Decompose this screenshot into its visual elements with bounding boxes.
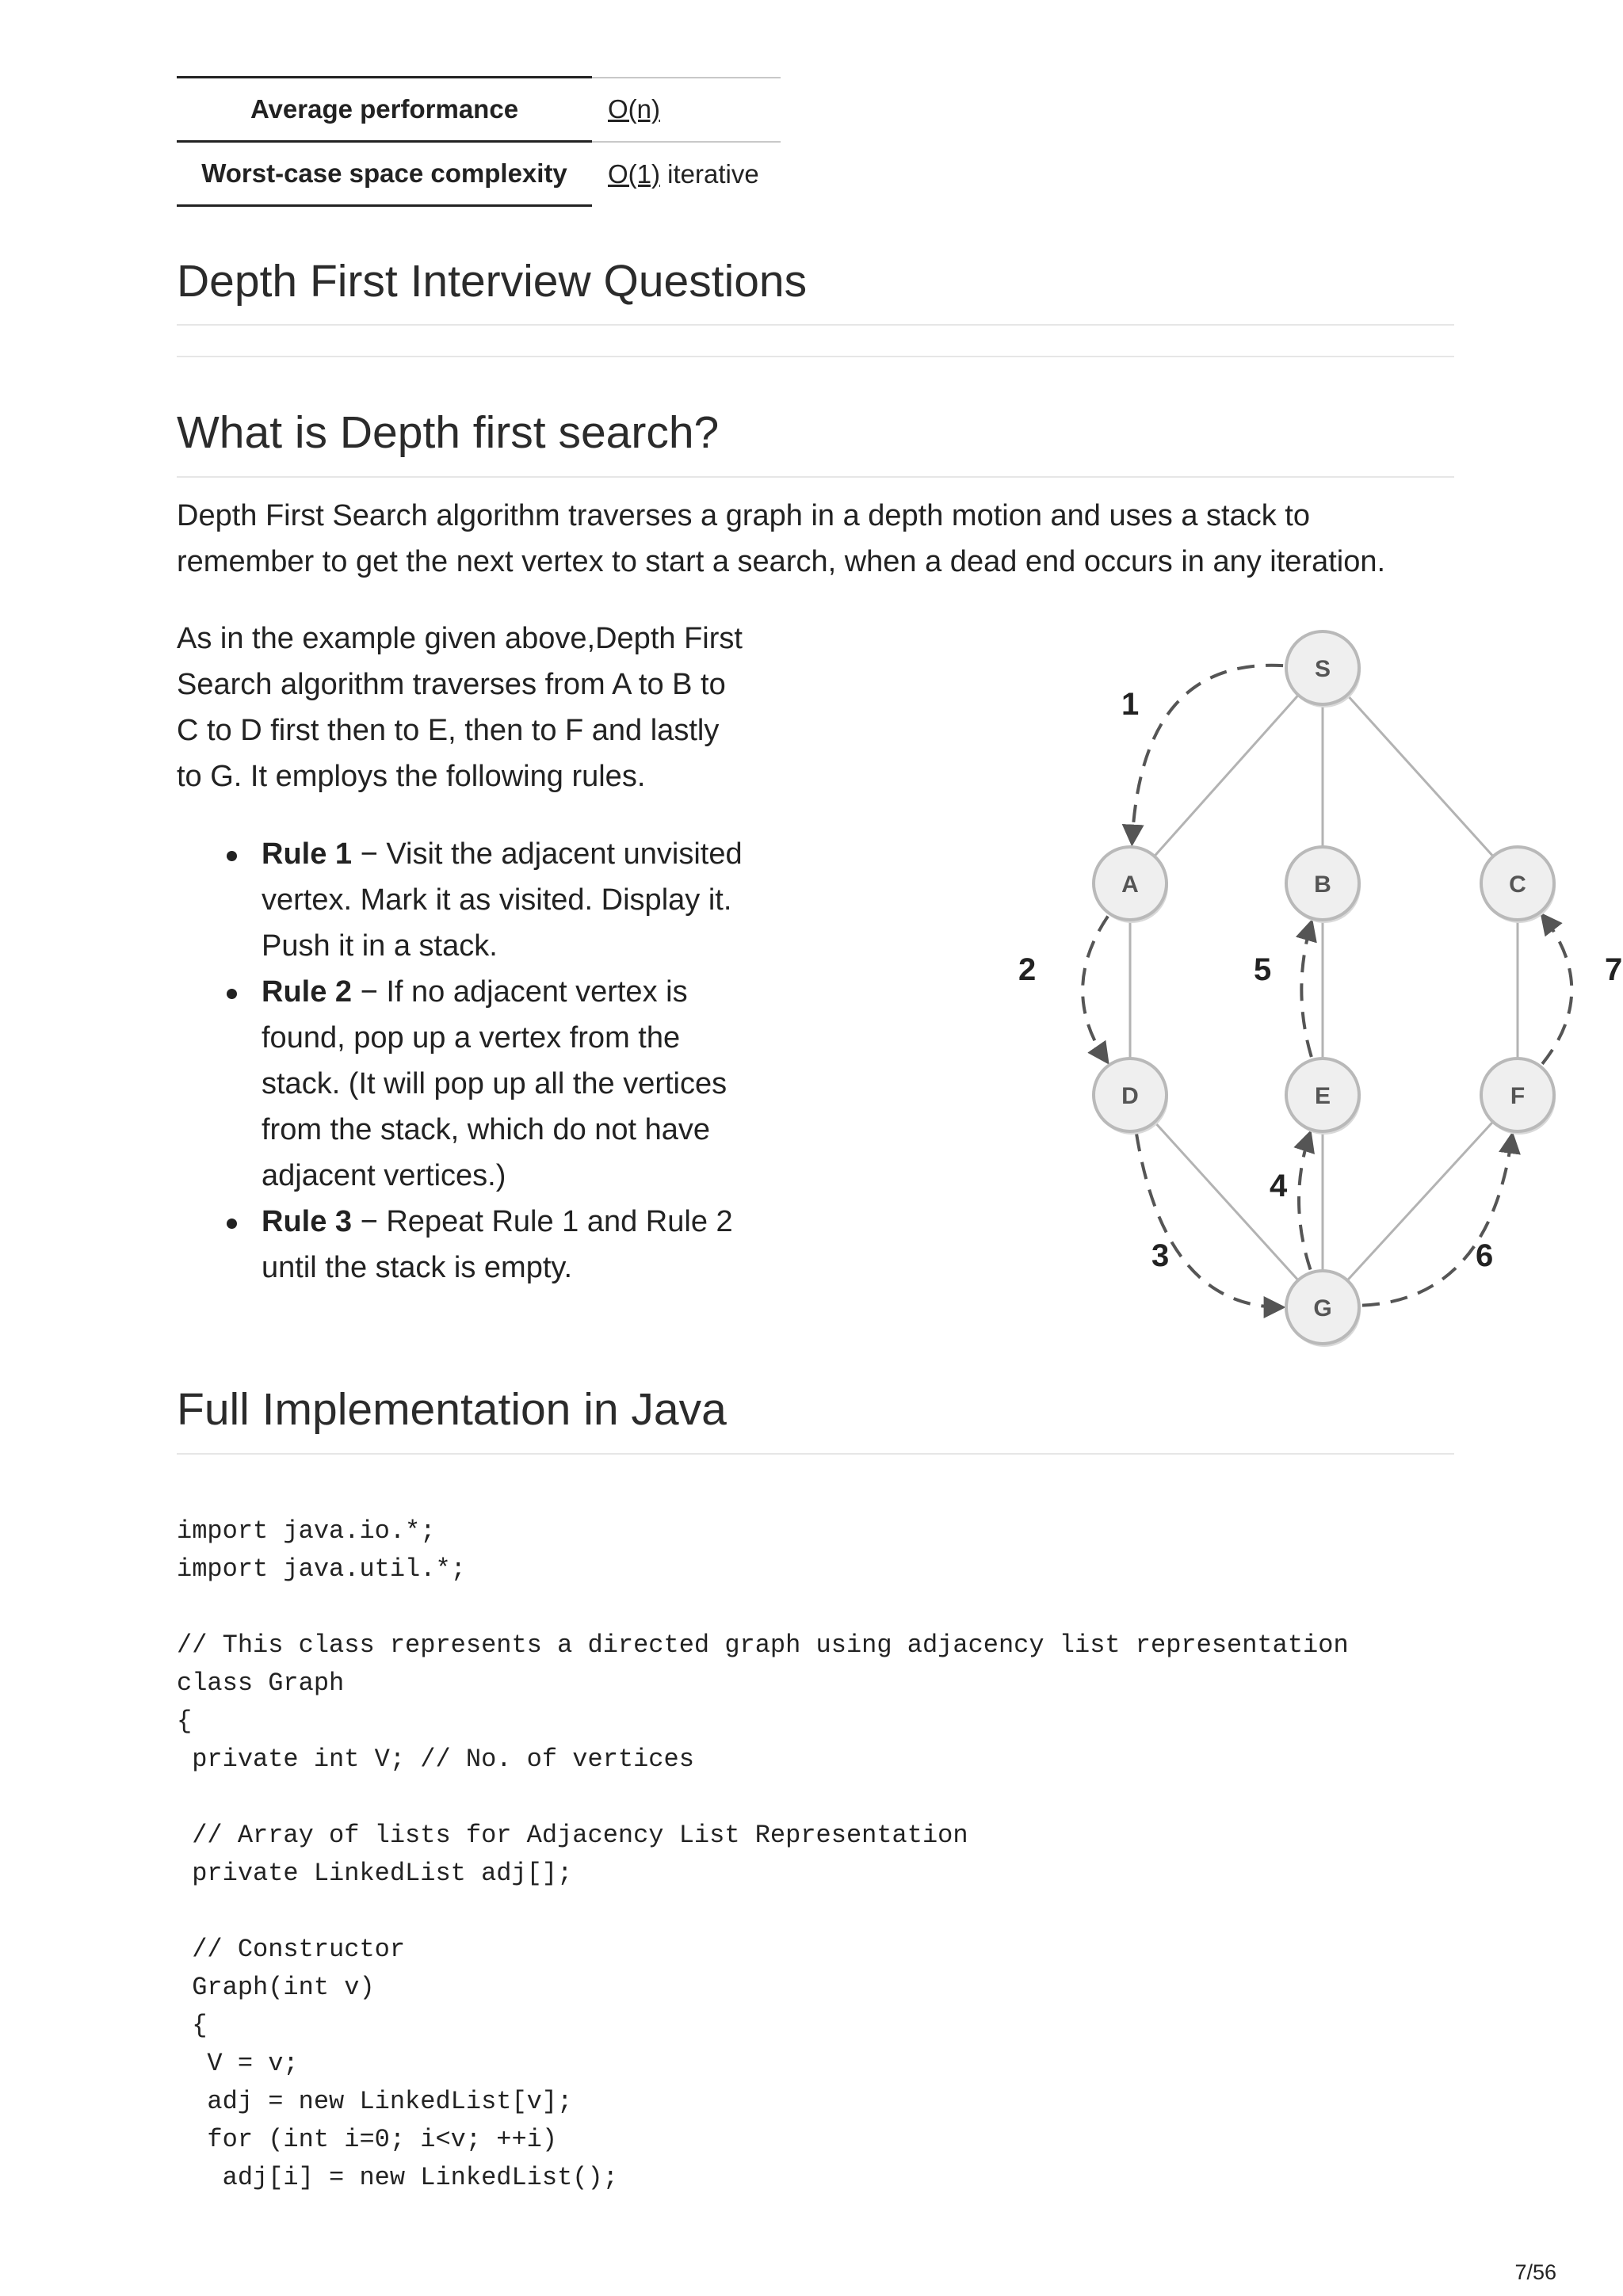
graph-node-label: S [1314,656,1331,682]
rule-text: from the stack, which do not have [262,1113,711,1146]
space-complexity-label: Worst-case space complexity [177,142,592,206]
java-code-block [177,1512,1349,2197]
traversal-arrow-2 [1083,916,1108,1061]
list-item [177,831,795,969]
big-o-link[interactable]: O(n) [608,94,660,124]
graph-edge-s-c [1347,695,1493,856]
example-paragraph [177,616,795,799]
heading-divider [177,324,1454,326]
traversal-arrow-7 [1542,916,1571,1064]
traversal-step-label: 4 [1270,1169,1288,1203]
code-line: V = v; [177,2049,299,2078]
graph-node-label: F [1510,1083,1526,1109]
page-number: 7/56 [1514,2260,1556,2284]
rules-list [177,831,795,1291]
value-suffix: iterative [660,158,759,189]
traversal-step-label: 5 [1254,952,1272,987]
traversal-step-label: 6 [1476,1238,1494,1273]
what-is-heading: What is Depth first search? [177,407,720,458]
code-line: // Constructor [177,1935,406,1964]
example-line: to G. It employs the following rules. [177,760,646,793]
graph-edge-s-a [1155,695,1299,856]
average-performance-value [592,78,781,142]
code-line: class Graph [177,1669,345,1698]
traversal-step-label: 1 [1121,687,1140,722]
graph-edge-f-g [1347,1122,1493,1280]
dfs-graph-diagram [983,610,1623,1347]
example-line: C to D first then to E, then to F and lastly [177,714,720,747]
traversal-arrow-1 [1132,666,1284,842]
graph-node-label: D [1121,1083,1139,1109]
traversal-arrow-5 [1301,923,1311,1057]
rule-title: Rule 3 [262,1205,353,1238]
list-item [177,1199,795,1291]
table-row [177,78,781,142]
rule-text: found, pop up a vertex from the [262,1021,681,1055]
code-line: import java.util.*; [177,1554,466,1584]
traversal-arrow-4 [1299,1134,1310,1269]
rule-text: vertex. Mark it as visited. Display it. [262,883,732,917]
rule-text: − If no adjacent vertex is [360,975,688,1009]
rule-title: Rule 1 [262,837,353,871]
average-performance-label: Average performance [177,78,592,142]
traversal-step-label: 2 [1018,952,1037,987]
table-row [177,142,781,206]
code-line: adj[i] = new LinkedList(); [177,2163,618,2192]
heading-divider [177,476,1454,478]
code-line: for (int i=0; i<v; ++i) [177,2125,558,2154]
code-line: private LinkedList adj[]; [177,1859,573,1888]
code-line: import java.io.*; [177,1516,436,1546]
graph-node-label: B [1314,871,1331,898]
code-line: // This class represents a directed graph using adjacency list representation [177,1630,1349,1660]
rule-text: stack. (It will pop up all the vertices [262,1067,727,1100]
graph-node-label: C [1509,871,1526,898]
code-line: Graph(int v) [177,1973,375,2002]
code-line: { [177,2011,208,2040]
list-item [177,969,795,1199]
code-line: private int V; // No. of vertices [177,1745,694,1774]
traversal-step-label: 7 [1605,952,1623,987]
traversal-arrow-3 [1136,1134,1281,1307]
code-line: { [177,1707,193,1736]
graph-node-label: G [1313,1295,1332,1322]
graph-node-label: A [1121,871,1139,898]
interview-heading: Depth First Interview Questions [177,256,808,307]
complexity-table [177,76,781,207]
rule-text: adjacent vertices.) [262,1159,506,1192]
rule-text: − Visit the adjacent unvisited [360,837,743,871]
code-line: adj = new LinkedList[v]; [177,2087,573,2116]
implementation-heading: Full Implementation in Java [177,1384,727,1435]
section-divider [177,356,1454,357]
traversal-step-label: 3 [1151,1238,1170,1273]
space-complexity-value [592,142,781,206]
heading-divider [177,1453,1454,1455]
rule-text: Push it in a stack. [262,929,498,963]
graph-node-label: E [1314,1083,1331,1109]
traversal-arrow-6 [1362,1136,1512,1306]
rule-text: − Repeat Rule 1 and Rule 2 [360,1205,733,1238]
rule-text: until the stack is empty. [262,1251,573,1284]
intro-paragraph: Depth First Search algorithm traverses a graph in a depth motion and uses a stack to remember to get the next vertex to start a search, when a dead end occurs in any iteration. [177,499,1386,578]
rule-title: Rule 2 [262,975,353,1009]
example-line: As in the example given above,Depth First [177,622,743,655]
code-line: // Array of lists for Adjacency List Representation [177,1821,968,1850]
example-line: Search algorithm traverses from A to B to [177,668,726,701]
big-o-link[interactable]: O(1) [608,158,660,189]
